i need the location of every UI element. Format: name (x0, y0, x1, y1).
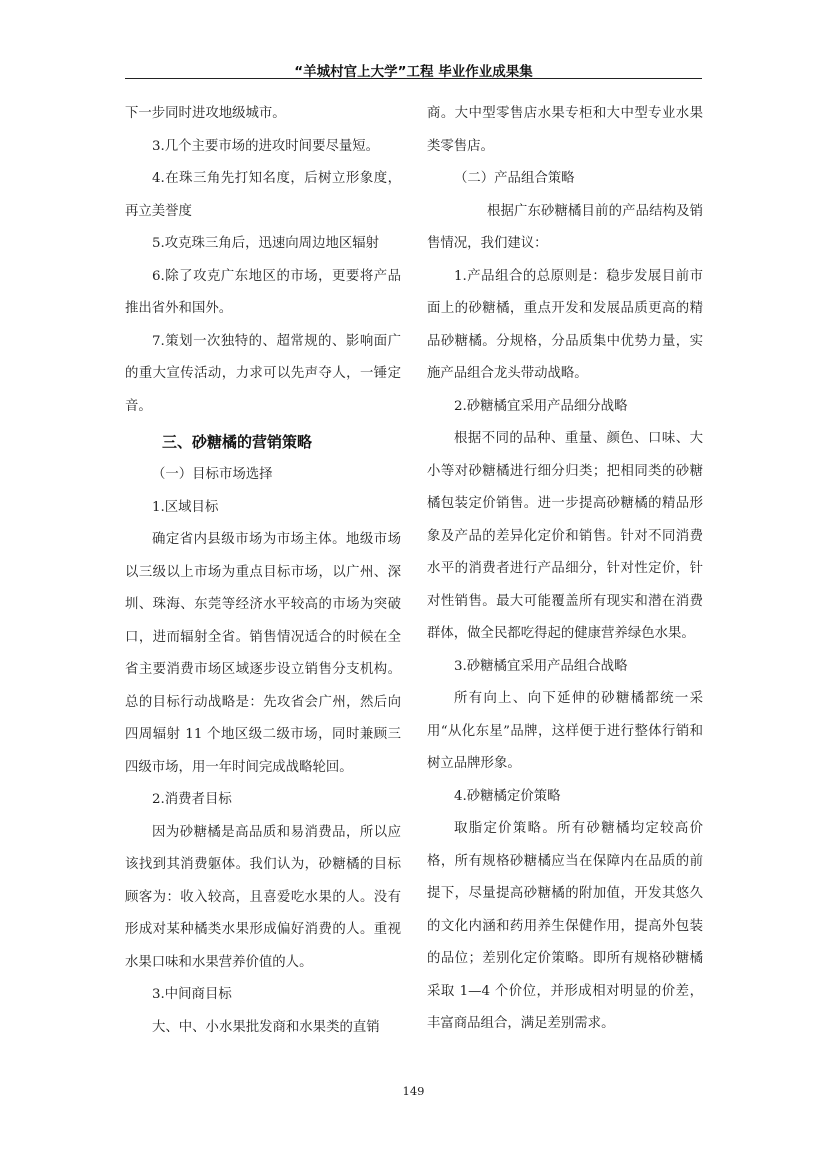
paragraph: 2.消费者目标 (152, 792, 232, 807)
paragraph: （二）产品组合策略 (454, 171, 575, 186)
paragraph: 下一步同时进攻地级城市。 (125, 106, 286, 121)
paragraph: 所有向上、向下延伸的砂糖橘都统一采用“从化东星”品牌，这样便于进行整体行销和树立品牌形象。 (427, 691, 703, 771)
paragraph: 3.几个主要市场的进攻时间要尽量短。 (152, 138, 380, 154)
paragraph: 取脂定价策略。所有砂糖橘均定较高价格，所有规格砂糖橘应当在保障内在品质的前提下，尽量提高砂糖橘的附加值，开发其悠久的文化内涵和药用养生保健作用，提高外包装的品位；差别化定价策略。即所有规格砂糖橘采取 1—4 个价位，并形成相对明显的价差，丰富商品组合，满足差别需求。 (427, 821, 703, 1031)
paragraph: 2.砂糖橘宜采用产品细分战略 (454, 398, 628, 414)
paragraph: 根据广东砂糖橘目前的产品结构及销售情况，我们建议： (427, 203, 703, 251)
paragraph: 3.中间商目标 (152, 987, 232, 1002)
left-column (125, 98, 401, 1044)
paragraph: 大、中、小水果批发商和水果类的直销 (152, 1019, 380, 1035)
paragraph: 确定省内县级市场为市场主体。地级市场以三级以上市场为重点目标市场，以广州、深圳、珠海、东莞等经济水平较高的市场为突破口，进而辐射全省。销售情况适合的时候在全省主要消费市场区域逐步设立销售分支机构。总的目标行动战略是：先攻省会广州，然后向四周辐射 11 个地区级二级市场，同时兼顾三四级市场，用一年时间完成战略轮回。 (125, 532, 401, 775)
paragraph: 因为砂糖橘是高品质和易消费品，所以应该找到其消费躯体。我们认为，砂糖橘的目标顾客为：收入较高，且喜爱吃水果的人。没有形成对某种橘类水果形成偏好消费的人。重视水果口味和水果营养价值的人。 (125, 824, 401, 970)
section-heading: 三、砂糖橘的营销策略 (162, 433, 313, 451)
paragraph: 1.产品组合的总原则是：稳步发展目前市面上的砂糖橘，重点开发和发展品质更高的精品砂糖橘。分规格，分品质集中优势力量，实施产品组合龙头带动战略。 (427, 268, 703, 381)
running-header: “羊城村官上大学”工程 毕业作业成果集 (294, 64, 533, 80)
paragraph: 6.除了攻克广东地区的市场，更要将产品推出省外和国外。 (125, 268, 401, 316)
header-rule (125, 78, 702, 79)
paragraph: 4.砂糖橘定价策略 (454, 788, 561, 804)
paragraph: 4.在珠三角先打知名度，后树立形象度，再立美誉度 (125, 171, 401, 219)
page-number: 149 (402, 1084, 425, 1098)
paragraph: 3.砂糖橘宜采用产品组合战略 (454, 658, 628, 674)
paragraph: 7.策划一次独特的、超常规的、影响面广的重大宣传活动，力求可以先声夺人，一锤定音。 (125, 333, 401, 414)
paragraph: （一）目标市场选择 (152, 467, 273, 482)
paragraph: 根据不同的品种、重量、颜色、口味、大小等对砂糖橘进行细分归类；把相同类的砂糖橘包装定价销售。进一步提高砂糖橘的精品形象及产品的差异化定价和销售。针对不同消费水平的消费者进行产品细分，针对性定价，针对性销售。最大可能覆盖所有现实和潜在消费群体，做全民都吃得起的健康营养绿色水果。 (427, 431, 703, 641)
paragraph: 商。大中型零售店水果专柜和大中型专业水果类零售店。 (427, 106, 703, 154)
paragraph: 1.区域目标 (152, 499, 219, 515)
right-column (427, 98, 703, 1041)
paragraph: 5.攻克珠三角后，迅速向周边地区辐射 (152, 236, 380, 251)
